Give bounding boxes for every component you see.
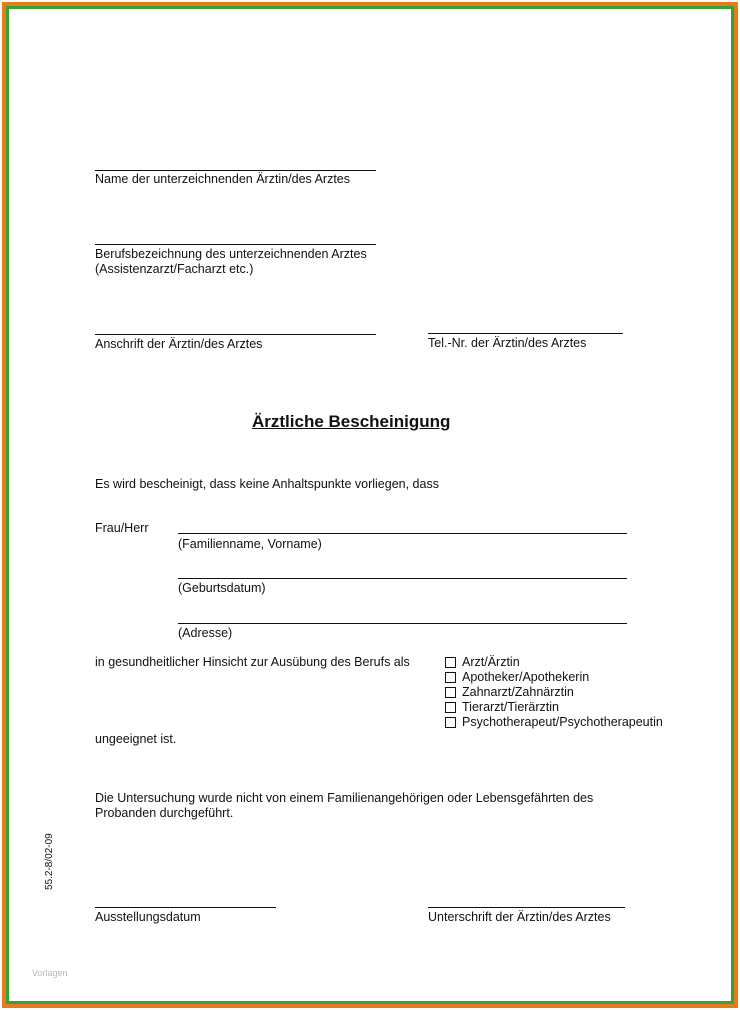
- checkbox[interactable]: [445, 672, 456, 683]
- birthdate-label: (Geburtsdatum): [178, 581, 266, 595]
- person-address-line[interactable]: [178, 623, 627, 624]
- birthdate-line[interactable]: [178, 578, 627, 579]
- signature-line[interactable]: [428, 907, 625, 908]
- profession-sentence: in gesundheitlicher Hinsicht zur Ausübung des Berufs als: [95, 655, 410, 669]
- checkbox-row-apotheker[interactable]: [445, 670, 589, 685]
- checkbox[interactable]: [445, 687, 456, 698]
- watermark: Vorlagen: [32, 968, 68, 978]
- checkbox[interactable]: [445, 657, 456, 668]
- checkbox-label: Apotheker/Apothekerin: [462, 670, 590, 684]
- checkbox-row-zahnarzt[interactable]: [445, 685, 574, 700]
- doctor-name-line[interactable]: [95, 170, 376, 171]
- person-address-label: (Adresse): [178, 626, 233, 640]
- issue-date-label: Ausstellungsdatum: [95, 910, 201, 924]
- doctor-name-label: Name der unterzeichnenden Ärztin/des Arztes: [95, 172, 350, 186]
- unsuitable-text: ungeeignet ist.: [95, 732, 177, 746]
- examination-text-line1: Die Untersuchung wurde nicht von einem Familienangehörigen oder Lebensgefährten des: [95, 791, 594, 805]
- checkbox[interactable]: [445, 717, 456, 728]
- person-name-line[interactable]: [178, 533, 627, 534]
- checkbox-label: Tierarzt/Tierärztin: [462, 700, 560, 714]
- examination-text-line2: Probanden durchgeführt.: [95, 806, 234, 820]
- person-name-label: (Familienname, Vorname): [178, 537, 322, 551]
- doctor-address-label: Anschrift der Ärztin/des Arztes: [95, 337, 263, 351]
- checkbox-label: Arzt/Ärztin: [462, 655, 520, 669]
- signature-label: Unterschrift der Ärztin/des Arztes: [428, 910, 611, 924]
- doctor-profession-hint: (Assistenzarzt/Facharzt etc.): [95, 262, 254, 276]
- doctor-profession-line[interactable]: [95, 244, 376, 245]
- page-title: Ärztliche Bescheinigung: [252, 412, 451, 431]
- checkbox-row-arzt[interactable]: [445, 655, 520, 670]
- doctor-phone-line[interactable]: [428, 333, 623, 334]
- salutation-label: Frau/Herr: [95, 521, 149, 535]
- issue-date-line[interactable]: [95, 907, 276, 908]
- doctor-profession-label: Berufsbezeichnung des unterzeichnenden Arztes: [95, 247, 367, 261]
- checkbox[interactable]: [445, 702, 456, 713]
- intro-text: Es wird bescheinigt, dass keine Anhaltspunkte vorliegen, dass: [95, 477, 439, 491]
- checkbox-row-psychotherapeut[interactable]: [445, 715, 663, 730]
- checkbox-label: Zahnarzt/Zahnärztin: [462, 685, 574, 699]
- form-code: 55.2-8/02-09: [44, 833, 55, 890]
- checkbox-row-tierarzt[interactable]: [445, 700, 559, 715]
- doctor-phone-label: Tel.-Nr. der Ärztin/des Arztes: [428, 336, 587, 350]
- checkbox-label: Psychotherapeut/Psychotherapeutin: [462, 715, 663, 729]
- doctor-address-line[interactable]: [95, 334, 376, 335]
